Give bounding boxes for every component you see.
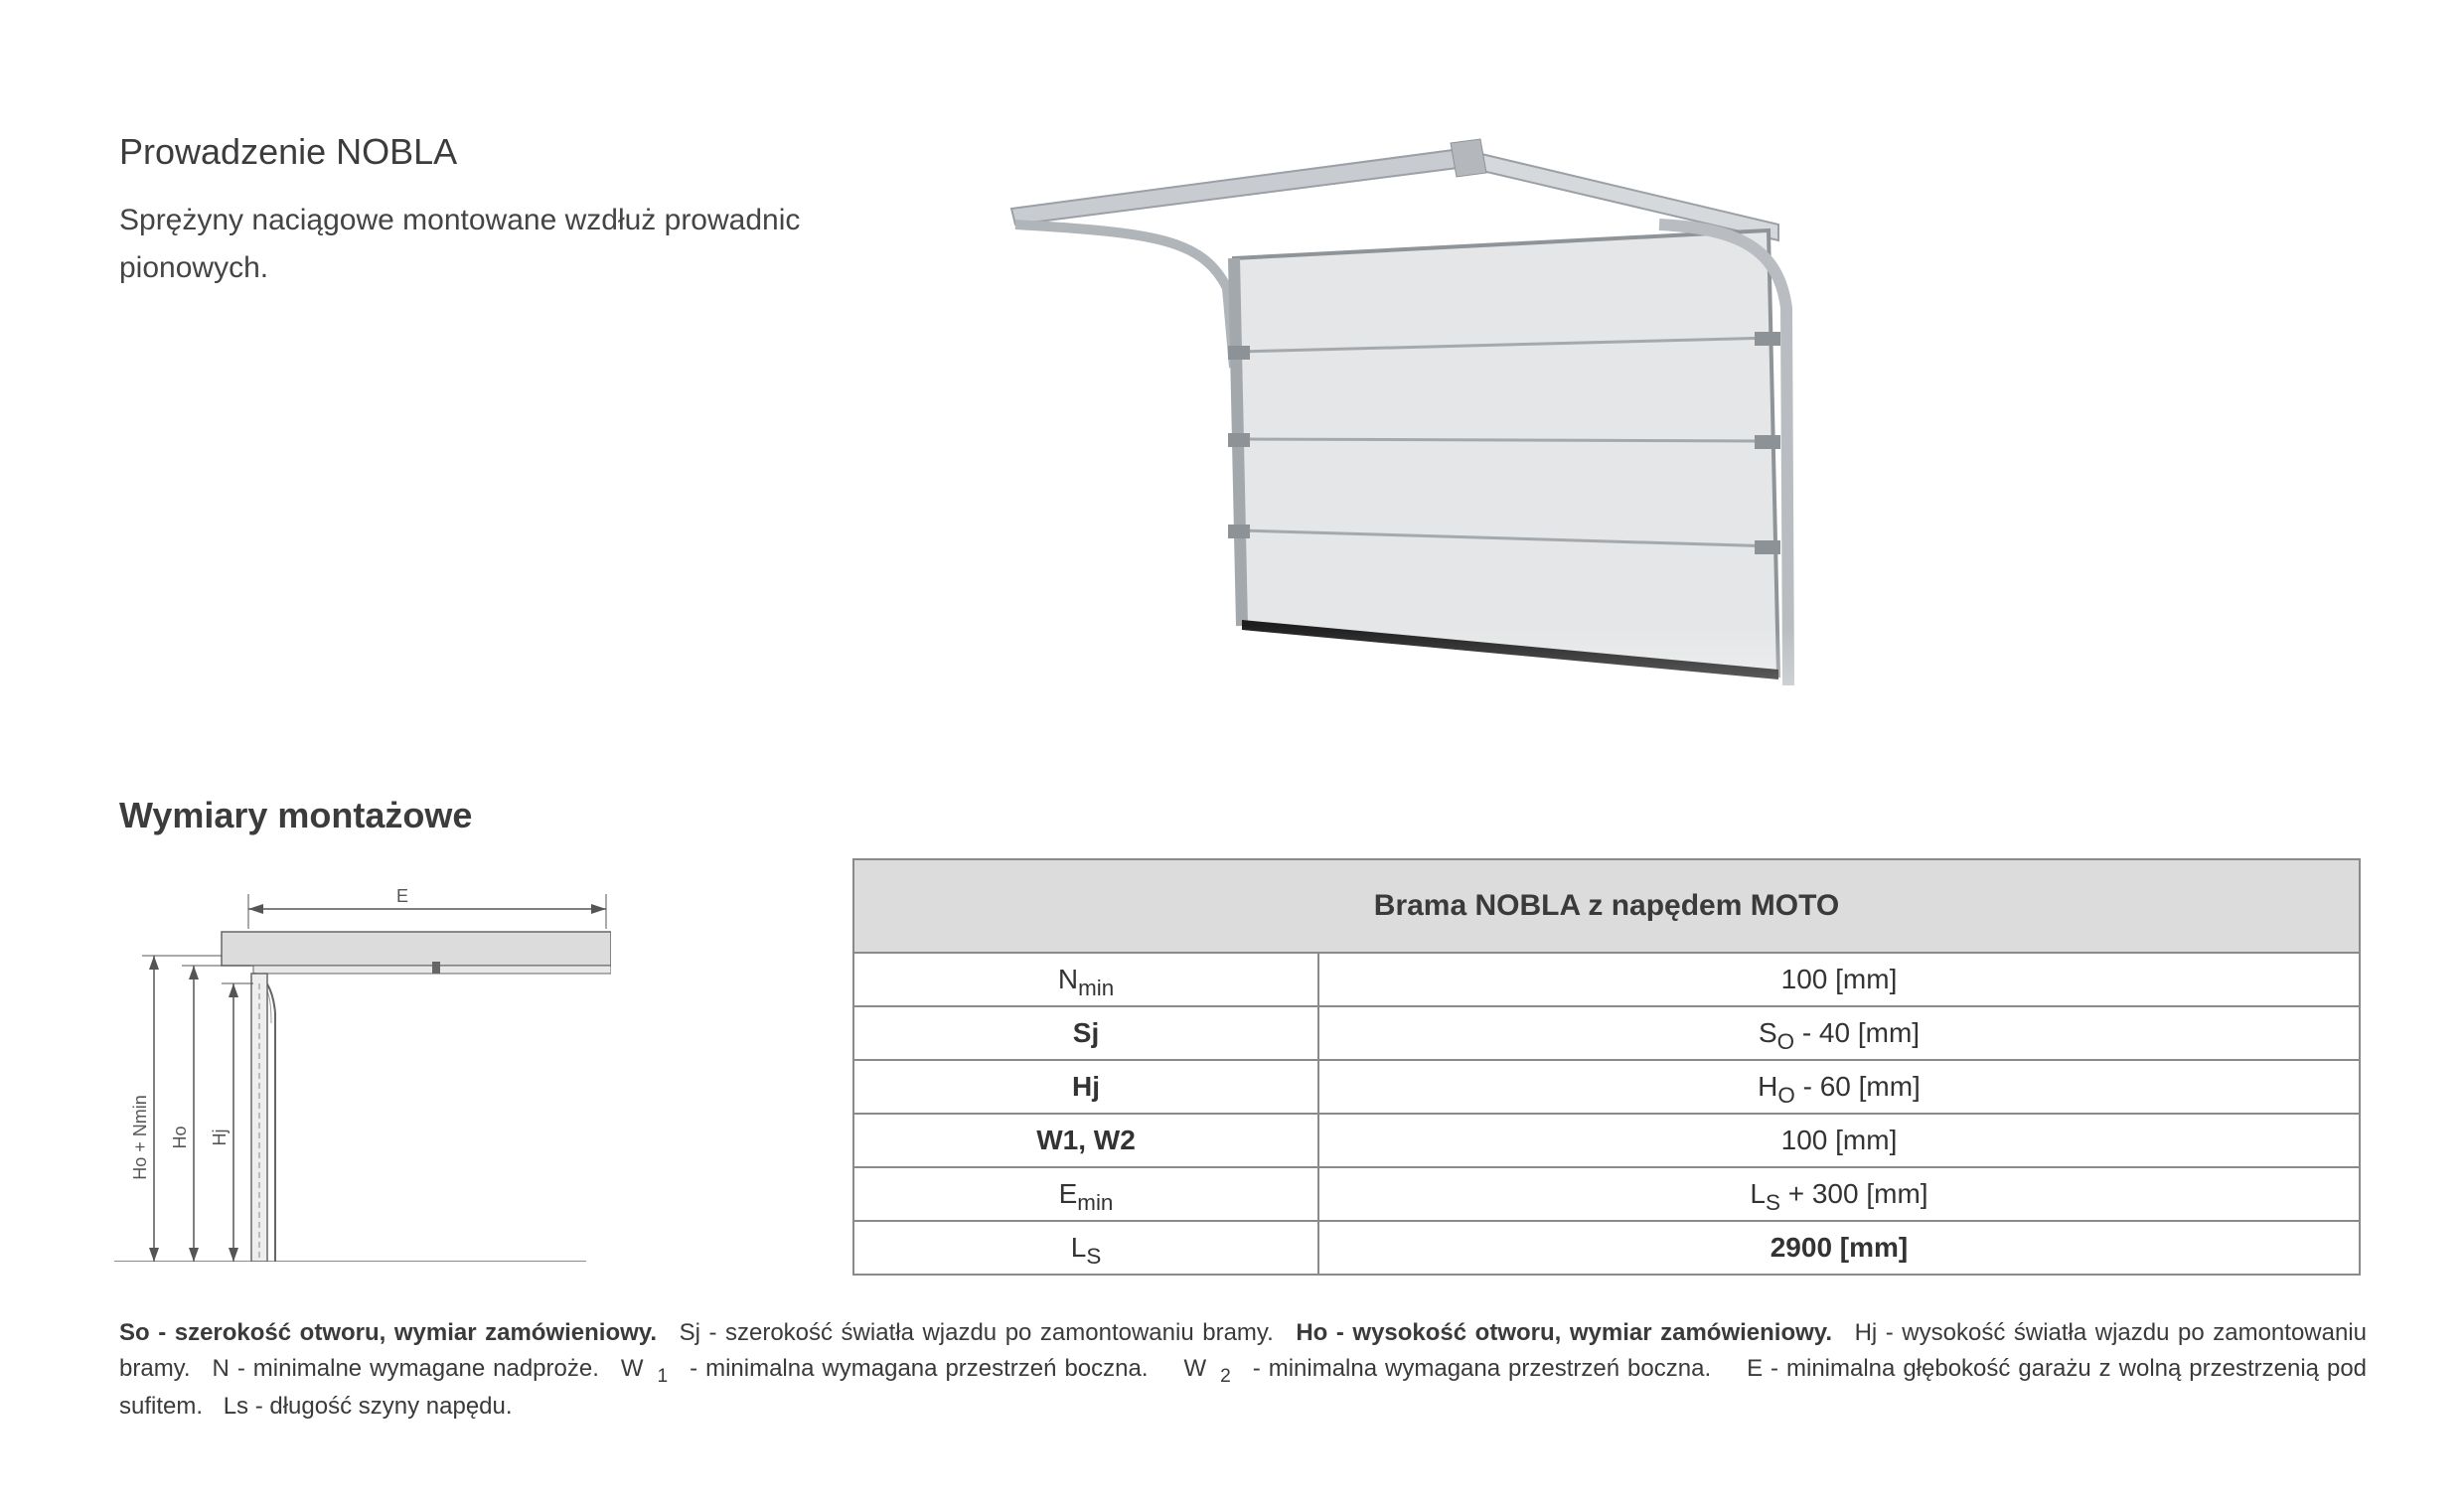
garage-door-illustration (1003, 129, 1818, 825)
legend-text (119, 1315, 2367, 1425)
row-value: 100 [mm] (1318, 953, 2360, 1006)
table-row (853, 1006, 2360, 1060)
table-header-row (853, 859, 2360, 953)
legend-w1: W $_1$ - minimalna wymagana przestrzeń boczna. (620, 1355, 1149, 1387)
legend-e: E - minimalna głębokość garażu z wolną przestrzenią pod sufitem. (119, 1355, 2368, 1420)
section-title-prowadzenie: Prowadzenie NOBLA (119, 131, 458, 172)
row-label: $L_S$ (853, 1221, 1318, 1275)
row-value: 2900 [mm] (1318, 1221, 2360, 1275)
row-value: 100 [mm] (1318, 1114, 2360, 1167)
row-label: Sj (853, 1006, 1318, 1060)
legend-w2: W $_2$ - minimalna wymagana przestrzeń boczna. (1183, 1355, 1712, 1387)
mounting-dimension-diagram (114, 874, 611, 1262)
legend-sj: Sj - szerokość światła wjazdu po zamontowaniu bramy. (679, 1319, 1274, 1346)
dimension-ho-nmin-label: Ho + Nmin (130, 1095, 150, 1180)
table-row (853, 1114, 2360, 1167)
table-row (853, 953, 2360, 1006)
legend-hj: Hj - wysokość światła wjazdu po zamontowaniu bramy. (119, 1319, 2368, 1382)
row-label: W1, W2 (853, 1114, 1318, 1167)
table-row (853, 1221, 2360, 1275)
row-value: $H_O - 60$ [mm] (1318, 1060, 2360, 1114)
row-label: $E_{min}$ (853, 1167, 1318, 1221)
section-description: Sprężyny naciągowe montowane wzdłuż prowadnic pionowych. (119, 204, 801, 284)
spec-table (852, 858, 2361, 1276)
row-value: $L_S + 300$ [mm] (1318, 1167, 2360, 1221)
table-row (853, 1060, 2360, 1114)
row-value: $S_O - 40$ [mm] (1318, 1006, 2360, 1060)
dimension-hj-label: Hj (210, 1129, 230, 1146)
legend-ls: Ls - długość szyny napędu. (223, 1393, 513, 1420)
dimension-ho-label: Ho (170, 1126, 190, 1149)
section-title-wymiary: Wymiary montażowe (119, 795, 473, 835)
legend-ho: Ho - wysokość otworu, wymiar zamówieniowy. (1296, 1319, 1833, 1346)
dimension-e-label: E (395, 886, 409, 906)
table-header: Brama NOBLA z napędem MOTO (853, 859, 2360, 953)
legend-so: So - szerokość otworu, wymiar zamówieniowy. (119, 1319, 658, 1346)
legend-n: N - minimalne wymagane nadproże. (212, 1355, 599, 1382)
row-label: $N_{min}$ (853, 953, 1318, 1006)
row-label: Hj (853, 1060, 1318, 1114)
table-row (853, 1167, 2360, 1221)
